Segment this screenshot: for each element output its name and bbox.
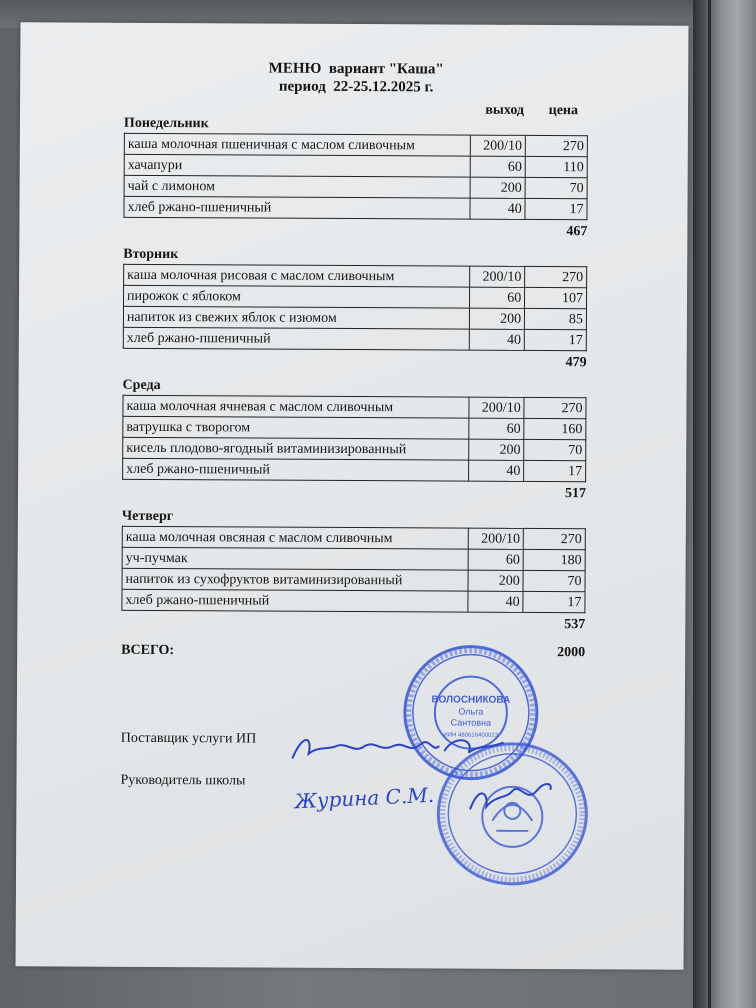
title-line-2: период 22-25.12.2025 г. bbox=[278, 78, 434, 96]
day-total: 467 bbox=[566, 224, 588, 240]
dish-price: 17 bbox=[523, 591, 585, 612]
table-row bbox=[123, 395, 586, 418]
table-row bbox=[122, 589, 585, 612]
dish-output: 40 bbox=[468, 591, 523, 612]
dish-name: ватрушка с творогом bbox=[123, 416, 469, 439]
menu-sheet bbox=[16, 22, 689, 969]
dish-output: 200 bbox=[469, 439, 524, 460]
dish-price: 17 bbox=[525, 198, 587, 219]
table-row bbox=[123, 306, 586, 329]
stamp-middle: Сантовна bbox=[450, 717, 492, 728]
dish-output: 60 bbox=[470, 156, 525, 177]
dish-name: напиток из свежих яблок с изюмом bbox=[123, 306, 469, 329]
dish-price: 110 bbox=[525, 156, 587, 177]
day-menu-table bbox=[123, 133, 587, 220]
day-menu-table bbox=[123, 264, 587, 351]
dish-name: хлеб ржано-пшеничный bbox=[123, 458, 469, 481]
dish-output: 60 bbox=[468, 549, 523, 570]
grand-total-label: ВСЕГО: bbox=[121, 642, 175, 659]
dish-name: каша молочная овсяная с маслом сливочным bbox=[122, 526, 468, 549]
table-row bbox=[123, 458, 586, 481]
day-heading: Четверг bbox=[121, 508, 174, 525]
table-row bbox=[124, 154, 587, 177]
dish-price: 160 bbox=[524, 418, 586, 439]
dish-price: 70 bbox=[524, 439, 586, 460]
dish-output: 200 bbox=[470, 308, 525, 329]
column-output-header: выход bbox=[485, 102, 525, 118]
dish-output: 40 bbox=[470, 198, 525, 219]
dish-output: 200 bbox=[468, 570, 523, 591]
dish-name: чай с лимоном bbox=[124, 175, 470, 198]
director-label: Руководитель школы bbox=[120, 772, 246, 789]
frame-seam bbox=[708, 0, 711, 1008]
dish-name: каша молочная рисовая с маслом сливочным bbox=[124, 264, 470, 287]
table-row bbox=[123, 437, 586, 460]
dish-price: 180 bbox=[523, 549, 585, 570]
dish-price: 70 bbox=[525, 177, 587, 198]
stamp-first: Ольга bbox=[458, 706, 484, 717]
dish-name: хлеб ржано-пшеничный bbox=[122, 589, 468, 612]
grand-total-value: 2000 bbox=[557, 645, 586, 661]
director-signature-icon bbox=[466, 777, 556, 821]
stamp-name: ВОЛОСНИКОВА bbox=[431, 694, 511, 706]
table-row bbox=[123, 285, 586, 308]
day-menu-table bbox=[122, 395, 586, 482]
dish-name: хачапури bbox=[124, 154, 470, 177]
table-row bbox=[124, 175, 587, 198]
dish-price: 17 bbox=[524, 329, 586, 350]
day-heading: Вторник bbox=[123, 246, 179, 263]
dish-output: 40 bbox=[469, 460, 524, 481]
dish-name: уч-пучмак bbox=[122, 547, 468, 570]
dish-output: 200/10 bbox=[469, 397, 524, 418]
column-headers bbox=[124, 95, 588, 117]
column-price-header: цена bbox=[548, 103, 579, 119]
table-row bbox=[124, 264, 587, 287]
dish-name: каша молочная ячневая с маслом сливочным bbox=[123, 395, 469, 418]
dish-name: хлеб ржано-пшеничный bbox=[124, 196, 470, 219]
table-row bbox=[124, 196, 587, 219]
menu-title bbox=[124, 59, 588, 97]
table-row bbox=[122, 568, 585, 591]
table-row bbox=[122, 526, 585, 549]
dish-price: 70 bbox=[523, 570, 585, 591]
dish-price: 17 bbox=[524, 460, 586, 481]
table-row bbox=[123, 327, 586, 350]
dish-price: 270 bbox=[525, 266, 587, 287]
day-total: 517 bbox=[564, 486, 587, 502]
director-handwriting: Журина С.М. bbox=[293, 782, 435, 814]
dish-name: кисель плодово-ягодный витаминизированный bbox=[123, 437, 469, 460]
dish-output: 200/10 bbox=[469, 528, 524, 549]
day-heading: Понедельник bbox=[123, 115, 209, 132]
table-row bbox=[122, 547, 585, 570]
dish-output: 60 bbox=[470, 287, 525, 308]
dish-name: хлеб ржано-пшеничный bbox=[123, 327, 469, 350]
title-line-1: МЕНЮ вариант "Каша" bbox=[268, 60, 444, 78]
stamp-inn: ИИН 480616400023 bbox=[443, 732, 499, 739]
dish-price: 270 bbox=[523, 528, 585, 549]
day-total: 479 bbox=[565, 355, 587, 371]
day-menu-table bbox=[121, 526, 585, 613]
dish-output: 200/10 bbox=[471, 135, 526, 156]
dish-output: 60 bbox=[469, 418, 524, 439]
metal-frame bbox=[693, 0, 756, 1008]
dish-price: 270 bbox=[524, 397, 586, 418]
dish-name: напиток из сухофруктов витаминизированный bbox=[122, 568, 468, 591]
day-total: 537 bbox=[564, 617, 586, 633]
dish-output: 200 bbox=[470, 177, 525, 198]
dish-price: 270 bbox=[525, 135, 587, 156]
table-row bbox=[124, 133, 587, 156]
dish-output: 40 bbox=[470, 329, 525, 350]
dish-output: 200/10 bbox=[470, 266, 525, 287]
day-heading: Среда bbox=[122, 377, 161, 393]
supplier-signature-icon bbox=[289, 724, 519, 775]
dish-name: каша молочная пшеничная с маслом сливочным bbox=[124, 133, 470, 156]
supplier-label: Поставщик услуги ИП bbox=[120, 730, 257, 747]
dish-price: 85 bbox=[525, 308, 587, 329]
dish-price: 107 bbox=[525, 287, 587, 308]
dish-name: пирожок с яблоком bbox=[123, 285, 469, 308]
table-row bbox=[123, 416, 586, 439]
